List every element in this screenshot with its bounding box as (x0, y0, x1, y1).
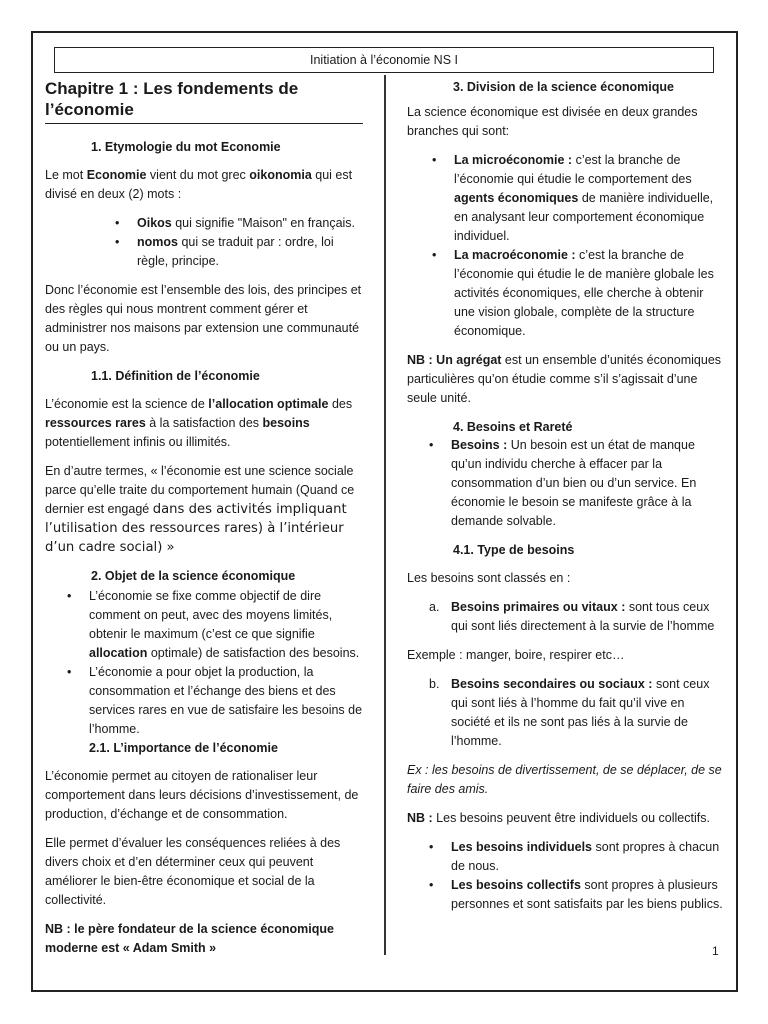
text: optimale) de satisfaction des besoins. (147, 646, 360, 660)
section-2-1-title: 2.1. L’importance de l’économie (89, 741, 278, 755)
page-number: 1 (712, 944, 719, 958)
list-marker: b. (429, 677, 440, 691)
list-item (115, 233, 363, 271)
term-economie: Economie (86, 168, 147, 182)
bullet-icon: • (115, 235, 120, 249)
term: NB : Un agrégat (407, 353, 502, 367)
text: sont propres à plusieurs personnes et sont satisfaits par les biens publics. (451, 878, 723, 911)
term-nomos: nomos (137, 235, 178, 249)
list-item-macro (432, 246, 725, 341)
economie-summary-paragraph: Donc l’économie est l’ensemble des lois, des principes et des règles qui nous montrent comment gérer et administrer nos maisons par extension une communauté ou un pays. (45, 283, 362, 354)
list-marker: a. (429, 600, 440, 614)
nb-adam-smith: NB : le père fondateur de la science économique moderne est « Adam Smith » (45, 922, 334, 955)
text: à la satisfaction des (145, 416, 263, 430)
text: de manière individuelle, en analysant leur comportement économique individuel. (454, 191, 714, 243)
text: potentiellement infinis ou illimités. (45, 435, 231, 449)
text: En d’autre termes, « l’économie est une science sociale parce qu’elle traite du comportement humain (Quand ce dernier est engagé (45, 464, 355, 516)
besoins-types-list (407, 838, 725, 914)
types-intro: Les besoins sont classés en : (407, 571, 571, 585)
text: des (328, 397, 353, 411)
term: l’allocation optimale (208, 397, 329, 411)
types-list-b (407, 675, 725, 751)
types-list-a (407, 598, 725, 636)
bullet-icon: • (429, 878, 434, 892)
text: L’économie a pour objet la production, la consommation et l’échange des biens et des services rares en vue de satisfaire les besoins de l’homme. (89, 665, 363, 736)
text: Le mot (45, 168, 87, 182)
etymology-paragraph (45, 166, 363, 204)
section-1-title: 1. Etymologie du mot Economie (91, 140, 281, 154)
text: sont tous ceux qui sont liés directement à la survie de l’homme (451, 600, 715, 633)
left-column (45, 78, 363, 968)
definition-paragraph (45, 395, 363, 452)
section-4-1-title: 4.1. Type de besoins (453, 543, 575, 557)
column-divider (384, 75, 386, 955)
text: Les besoins peuvent être individuels ou collectifs. (432, 811, 710, 825)
importance-paragraph-2: Elle permet d’évaluer les conséquences reliées à des divers choix et d’en déterminer ceux qui peuvent améliorer le bien-être économique et social de la collectivité. (45, 836, 341, 907)
list-item-micro (432, 151, 725, 246)
text: est un ensemble d’unités économiques particulières qu’on étudie comme s’il s’agissait d’une seule unité. (407, 353, 722, 405)
term: agents économiques (454, 191, 579, 205)
right-column (407, 78, 725, 924)
bullet-icon: • (429, 438, 434, 452)
example-italic: Ex : les besoins de divertissement, de se déplacer, de se faire des amis. (407, 763, 722, 796)
text: vient du mot grec (146, 168, 250, 182)
list-item (429, 598, 725, 636)
section-2-title: 2. Objet de la science économique (91, 569, 296, 583)
running-header: Initiation à l’économie NS I (54, 47, 714, 73)
text: c’est la branche de l’économie qui étudie le comportement des (454, 153, 692, 186)
term: Les besoins individuels (451, 840, 593, 854)
nb-besoins (407, 809, 725, 828)
besoins-list (407, 436, 725, 531)
section-4-title: 4. Besoins et Rareté (453, 420, 573, 434)
objet-list (45, 587, 363, 739)
definition-quote-paragraph (45, 462, 363, 557)
list-item (429, 838, 725, 876)
text: sont propres à chacun de nous. (451, 840, 720, 873)
list-item (67, 663, 363, 739)
term: NB : (407, 811, 433, 825)
chapter-title: Chapitre 1 : Les fondements de l’économie (45, 78, 363, 124)
section-3-title: 3. Division de la science économique (453, 80, 674, 94)
term: Besoins secondaires ou sociaux : (451, 677, 653, 691)
bullet-icon: • (429, 840, 434, 854)
text: qui signifie "Maison" en français. (171, 216, 356, 230)
list-item (67, 587, 363, 663)
branches-list (407, 151, 725, 341)
term: ressources rares (45, 416, 146, 430)
term: Les besoins collectifs (451, 878, 581, 892)
text: Un besoin est un état de manque qu’un individu cherche à effacer par la consommation d’un bien ou d’un service. En économie le besoin se manifeste grâce à la demande solvable. (451, 438, 697, 528)
text: qui est divisé en deux (2) mots : (45, 168, 353, 201)
exemple-line: Exemple : manger, boire, respirer etc… (407, 648, 625, 662)
etymology-list (45, 214, 363, 271)
list-item (115, 214, 363, 233)
term-oikonomia: oikonomia (249, 168, 312, 182)
text: dans des activités impliquant l’utilisation des ressources rares) à l’intérieur d’un cadre social) » (45, 502, 347, 555)
text: qui se traduit par : ordre, loi règle, principe. (137, 235, 334, 268)
list-item (429, 436, 725, 531)
bullet-icon: • (432, 248, 437, 262)
term-allocation: allocation (89, 646, 148, 660)
term: besoins (262, 416, 310, 430)
term: La microéconomie : (454, 153, 573, 167)
text: L’économie se fixe comme objectif de dire comment on peut, avec des moyens limités, obtenir le maximum (c’est ce que signifie (89, 589, 333, 641)
list-item (429, 675, 725, 751)
bullet-icon: • (67, 589, 72, 603)
text: sont ceux qui sont liés à l’homme du fait qu’il vive en société et ils ne sont pas liés à la survie de l’homme. (451, 677, 710, 748)
list-item (429, 876, 725, 914)
importance-paragraph-1: L’économie permet au citoyen de rationaliser leur comportement dans leurs décisions d’investissement, de production, d’échange et de consommation. (45, 769, 359, 821)
term: La macroéconomie : (454, 248, 576, 262)
bullet-icon: • (67, 665, 72, 679)
term-oikos: Oikos (137, 216, 172, 230)
bullet-icon: • (432, 153, 437, 167)
text: L’économie est la science de (45, 397, 209, 411)
term: Besoins : (451, 438, 508, 452)
text: c’est la branche de l’économie qui étudie le de manière globale les activités économiques, elle cherche à obtenir une vision globale, complète de la structure économique. (454, 248, 714, 338)
bullet-icon: • (115, 216, 120, 230)
section-1-1-title: 1.1. Définition de l’économie (91, 369, 260, 383)
term: Besoins primaires ou vitaux : (451, 600, 626, 614)
nb-agregat (407, 351, 725, 408)
division-paragraph: La science économique est divisée en deux grandes branches qui sont: (407, 105, 698, 138)
